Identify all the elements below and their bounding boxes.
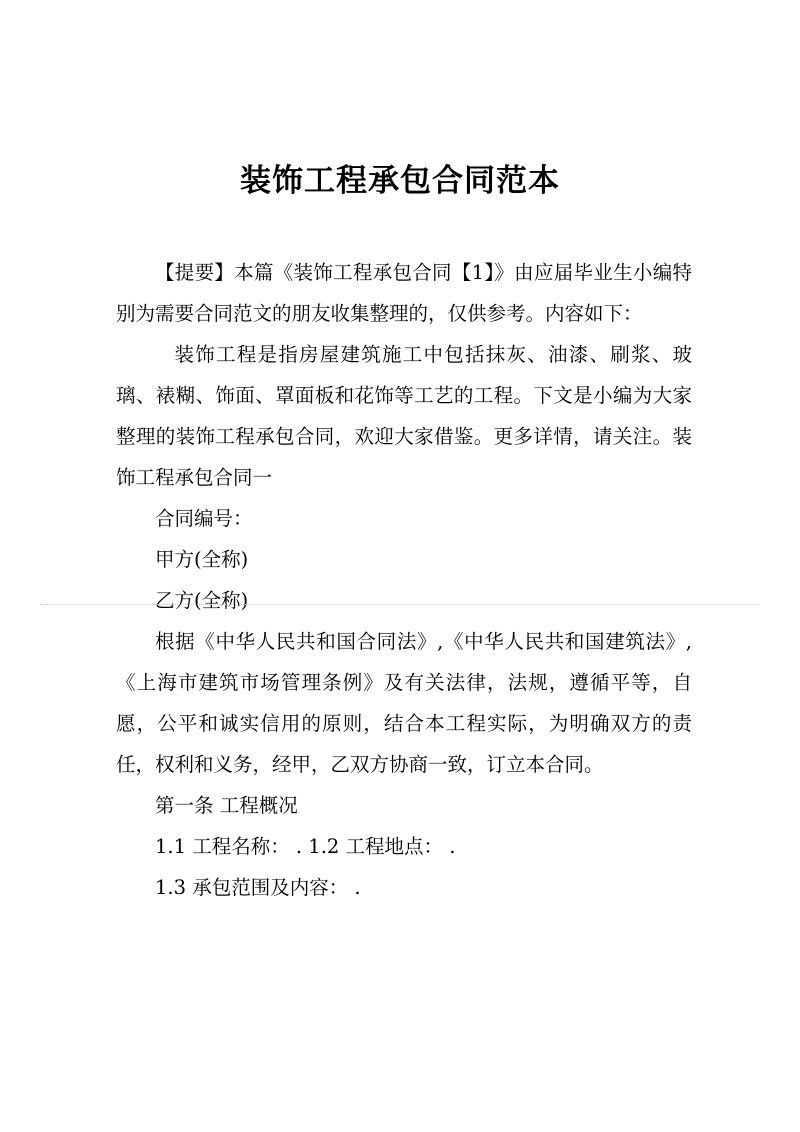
paragraph-article-one: 第一条 工程概况 — [155, 794, 298, 817]
page-title: 装饰工程承包合同范本 — [240, 162, 560, 199]
document-body — [116, 252, 692, 908]
paragraph-intro: 装饰工程是指房屋建筑施工中包括抹灰、油漆、刷浆、玻璃、裱糊、饰面、罩面板和花饰等工艺的工程。下文是小编为大家整理的装饰工程承包合同，欢迎大家借鉴。更多详情，请关注。装饰工程承包合同一 — [116, 343, 692, 489]
paragraph-contract-number: 合同编号： — [155, 507, 253, 530]
page-divider — [40, 604, 760, 605]
paragraph-summary: 【提要】本篇《装饰工程承包合同【1】》由应届毕业生小编特别为需要合同范文的朋友收集整理的，仅供参考。内容如下： — [116, 261, 692, 325]
paragraph-party-b: 乙方(全称) — [155, 589, 249, 612]
paragraph-clause-1-3: 1.3 承包范围及内容： . — [155, 876, 361, 899]
paragraph-party-a: 甲方(全称) — [155, 548, 249, 571]
paragraph-legal-basis: 根据《中华人民共和国合同法》,《中华人民共和国建筑法》,《上海市建筑市场管理条例》及有关法律，法规，遵循平等，自愿，公平和诚实信用的原则，结合本工程实际，为明确双方的责任，权利和义务，经甲，乙双方协商一致，订立本合同。 — [116, 630, 692, 776]
paragraph-clause-1-1: 1.1 工程名称： . 1.2 工程地点： . — [155, 835, 456, 858]
